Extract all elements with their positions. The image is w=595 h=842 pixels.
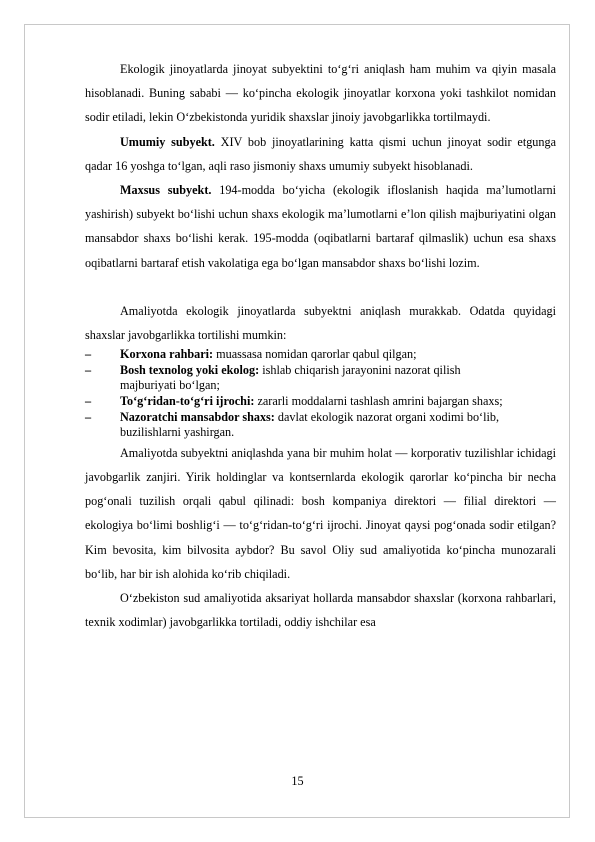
list-item bbox=[85, 363, 556, 394]
list-item bbox=[85, 410, 556, 441]
general-subject-text: XIV bob jinoyatlarining katta qismi uchun jinoyat sodir etgunga qadar 16 yoshga to‘lgan, aqli raso jismoniy shaxs umumiy subyekt hisoblanadi. bbox=[85, 134, 556, 173]
special-subject-text: 194-modda bo‘yicha (ekologik ifloslanish haqida ma’lumotlarni yashirish) subyekt bo‘lishi uchun shaxs ekologik ma’lumotlarni e’lon qilish majburiyatini olgan mansabdor shaxs bo‘lishi kerak. 195-modda (oqibatlarni bartaraf qilmaslik) uchun esa shaxs oqibatlarni bartaraf etish vakolatiga ega bo‘lgan mansabdor shaxs bo‘lishi lozim. bbox=[85, 183, 556, 270]
list-item bbox=[85, 347, 556, 363]
list-item bbox=[85, 394, 556, 410]
general-subject-heading: Umumiy subyekt. bbox=[120, 134, 215, 149]
list-item-text: ishlab chiqarish jarayonini nazorat qilish majburiyati bo‘lgan; bbox=[120, 362, 461, 393]
paragraph-practice: Amaliyotda ekologik jinoyatlarda subyektni aniqlash murakkab. Odatda quyidagi shaxslar javobgarlikka tortilishi mumkin: bbox=[85, 303, 556, 343]
list-item-label: To‘g‘ridan-to‘g‘ri ijrochi: bbox=[120, 394, 255, 409]
list-dash: – bbox=[85, 362, 92, 377]
special-subject-heading: Maxsus subyekt. bbox=[120, 183, 212, 198]
liable-persons-list bbox=[85, 347, 556, 441]
list-item-text: zararli moddalarni tashlash amrini bajargan shaxs; bbox=[254, 394, 503, 409]
list-item-text: muassasa nomidan qarorlar qabul qilgan; bbox=[213, 347, 417, 362]
list-dash: – bbox=[85, 409, 92, 424]
document-body bbox=[85, 57, 556, 634]
list-item-label: Nazoratchi mansabdor shaxs: bbox=[120, 409, 275, 424]
paragraph-intro: Ekologik jinoyatlarda jinoyat subyektini to‘g‘ri aniqlash ham muhim va qiyin masala hisoblanadi. Buning sababi — ko‘pincha ekologik jinoyatlar korxona yoki tashkilot nomidan sodir etiladi, lekin O‘zbekistonda yuridik shaxslar jinoiy javobgarlikka tortilmaydi. bbox=[85, 62, 556, 125]
paragraph-corporate-chain: Amaliyotda subyektni aniqlashda yana bir muhim holat — korporativ tuzilishlar ichidagi javobgarlik zanjiri. Yirik holdinglar va kontsernlarda ekologik qarorlar ko‘pincha bir necha pog‘onali tuzilish orqali qabul qilinadi: bosh kompaniya direktori — filial direktori — ekologiya bo‘limi boshlig‘i — to‘g‘ridan-to‘g‘ri ijrochi. Jinoyat qaysi pog‘onada sodir etilgan? Kim bevosita, kim bilvosita aybdor? Bu savol Oliy sud amaliyotida ko‘pincha munozarali bo‘lib, har bir ish alohida ko‘rib chiqiladi. bbox=[85, 445, 556, 581]
paragraph-general-subject bbox=[85, 130, 556, 178]
page-number: 15 bbox=[291, 774, 304, 788]
paragraph-special-subject bbox=[85, 178, 556, 275]
list-item-text: davlat ekologik nazorat organi xodimi bo‘lib, buzilishlarni yashirgan. bbox=[120, 409, 500, 440]
list-dash: – bbox=[85, 394, 92, 409]
list-item-label: Korxona rahbari: bbox=[120, 347, 214, 362]
list-dash: – bbox=[85, 347, 92, 362]
list-item-label: Bosh texnolog yoki ekolog: bbox=[120, 362, 260, 377]
paragraph-court-practice: O‘zbekiston sud amaliyotida aksariyat hollarda mansabdor shaxslar (korxona rahbarlari, texnik xodimlar) javobgarlikka tortiladi, oddiy ishchilar esa bbox=[85, 591, 556, 630]
paragraph-spacer bbox=[85, 275, 556, 299]
